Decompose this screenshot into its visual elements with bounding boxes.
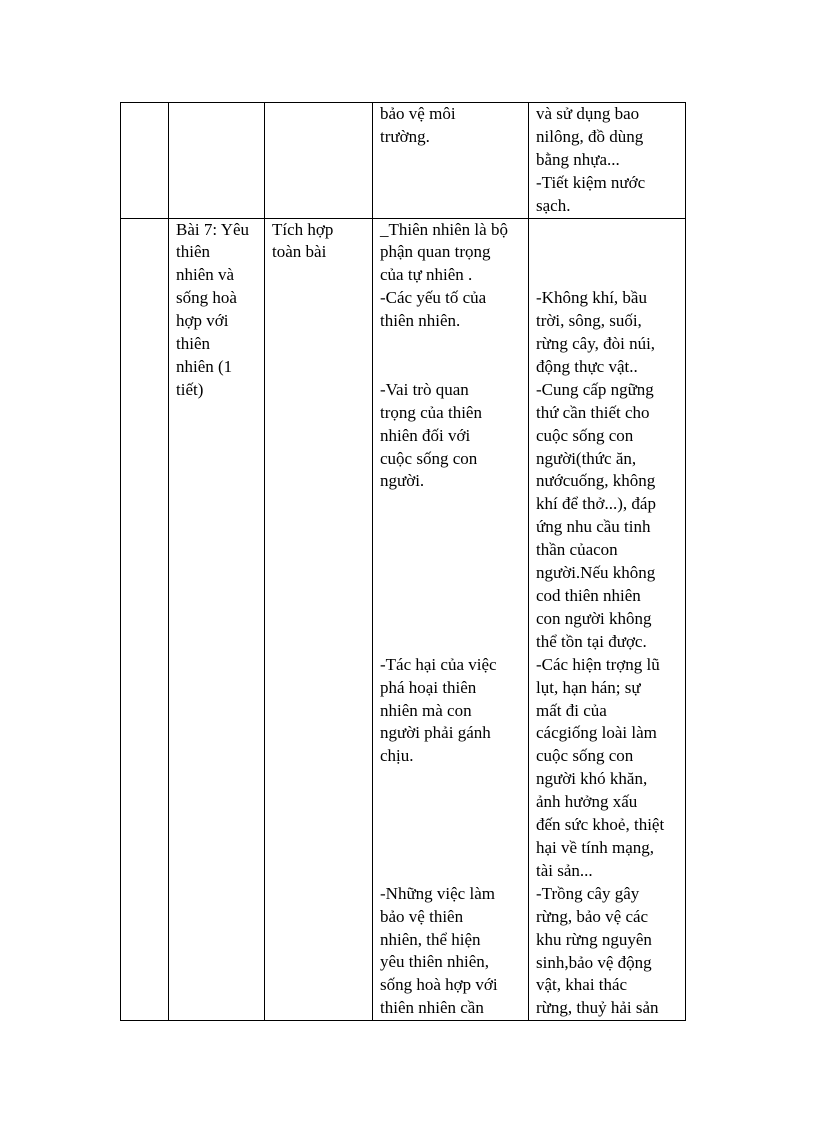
text-line: nhiên mà con [380, 700, 472, 720]
text-line: nhiên, thể hiện [380, 929, 481, 949]
text-line: khí để thở...), đáp [536, 494, 656, 514]
text-line: toàn bài [272, 242, 327, 262]
cell-text [373, 103, 528, 149]
text-line: khu rừng nguyên [536, 929, 652, 949]
text-line: phá hoại thiên [380, 677, 477, 697]
text-line: rừng, thuỷ hải sản [536, 998, 659, 1018]
table-cell-empty [121, 218, 169, 1021]
integration-level [265, 219, 372, 265]
text-line: -Cung cấp ngững [536, 379, 654, 399]
text-line: -Các hiện trợng lũ [536, 654, 660, 674]
text-line: cuộc sống con [380, 448, 478, 468]
text-line: thể tồn tại được. [536, 631, 647, 651]
text-line: cuộc sống con [536, 746, 634, 766]
text-line: nhiên và [176, 265, 235, 285]
text-line: bảo vệ thiên [380, 906, 464, 926]
table-cell-empty [169, 103, 265, 219]
text-line: người(thức ăn, [536, 448, 637, 468]
note-elements [536, 287, 679, 379]
text-line: đến sức khoẻ, thiệt [536, 815, 665, 835]
text-line: cácgiống loài làm [536, 723, 657, 743]
text-line: người khó khăn, [536, 769, 648, 789]
text-line: hại về tính mạng, [536, 837, 655, 857]
table-cell-lesson [169, 218, 265, 1021]
text-line: sinh,bảo vệ động [536, 952, 652, 972]
text-line: của tự nhiên . [380, 265, 473, 285]
text-line: thiên [176, 334, 210, 354]
text-line: cuộc sống con [536, 425, 634, 445]
content-elements [380, 287, 522, 333]
text-line: yêu thiên nhiên, [380, 952, 490, 972]
text-line: phận quan trọng [380, 242, 491, 262]
note-role [536, 379, 679, 654]
text-line: ứng nhu cầu tinh [536, 517, 651, 537]
lesson-title [169, 219, 264, 402]
text-line: Bài 7: Yêu [176, 219, 250, 239]
text-line: và sử dụng bao [536, 104, 640, 123]
text-line: người.Nếu không [536, 563, 656, 583]
text-line: -Tác hại của việc [380, 654, 497, 674]
text-line: -Những việc làm [380, 883, 495, 903]
text-line: bảo vệ môi [380, 104, 456, 123]
text-line: thiên nhiên. [380, 311, 461, 331]
text-line: vật, khai thác [536, 975, 628, 995]
note-protect [536, 883, 679, 1020]
content-intro [380, 219, 522, 288]
text-line: người phải gánh [380, 723, 491, 743]
text-line: con người không [536, 608, 652, 628]
text-line: -Vai trò quan [380, 379, 469, 399]
text-line: lụt, hạn hán; sự [536, 677, 641, 697]
text-line: nilông, đồ dùng [536, 126, 644, 146]
text-line: sống hoà hợp với [380, 975, 498, 995]
text-line: rừng cây, đòi núi, [536, 334, 656, 354]
text-line: nhiên (1 [176, 356, 233, 376]
table-cell-content [373, 218, 529, 1021]
cell-text [529, 103, 685, 218]
text-line: trọng của thiên [380, 402, 482, 422]
text-line: thiên [176, 242, 210, 262]
text-line: Tích hợp [272, 219, 334, 239]
text-line: người. [380, 471, 425, 491]
text-line: trường. [380, 126, 430, 146]
note-harm [536, 654, 679, 883]
text-line: ảnh hưởng xấu [536, 792, 638, 812]
content-role [380, 379, 522, 494]
text-line: tiết) [176, 379, 204, 399]
content-protect [380, 883, 522, 1020]
table-cell-note [529, 218, 686, 1021]
text-line: thần củacon [536, 540, 618, 560]
table-cell-empty [121, 103, 169, 219]
table-cell-content [373, 103, 529, 219]
table-cell-note [529, 103, 686, 219]
content-harm [380, 654, 522, 769]
text-line: cod thiên nhiên [536, 586, 641, 605]
text-line: _Thiên nhiên là bộ [380, 219, 508, 239]
text-line: trời, sông, suối, [536, 311, 642, 331]
text-line: động thực vật.. [536, 356, 638, 376]
text-line: -Tiết kiệm nước [536, 172, 646, 192]
text-line: chịu. [380, 746, 414, 766]
text-line: mất đi của [536, 700, 607, 720]
text-line: sạch. [536, 195, 571, 215]
text-line: -Không khí, bầu [536, 288, 647, 308]
text-line: sống hoà [176, 288, 237, 308]
text-line: nướcuống, không [536, 471, 656, 491]
text-line: hợp với [176, 311, 229, 331]
text-line: rừng, bảo vệ các [536, 906, 649, 926]
text-line: thiên nhiên cần [380, 998, 484, 1018]
text-line: thứ cần thiết cho [536, 402, 650, 422]
table-cell-empty [265, 103, 373, 219]
text-line: -Trồng cây gây [536, 883, 640, 903]
table-cell-integration [265, 218, 373, 1021]
text-line: tài sản... [536, 860, 593, 880]
content-table [120, 102, 686, 1021]
table-row [121, 103, 686, 219]
text-line: nhiên đối với [380, 425, 471, 445]
text-line: bằng nhựa... [536, 149, 620, 169]
table-row [121, 218, 686, 1021]
text-line: -Các yếu tố của [380, 288, 487, 308]
